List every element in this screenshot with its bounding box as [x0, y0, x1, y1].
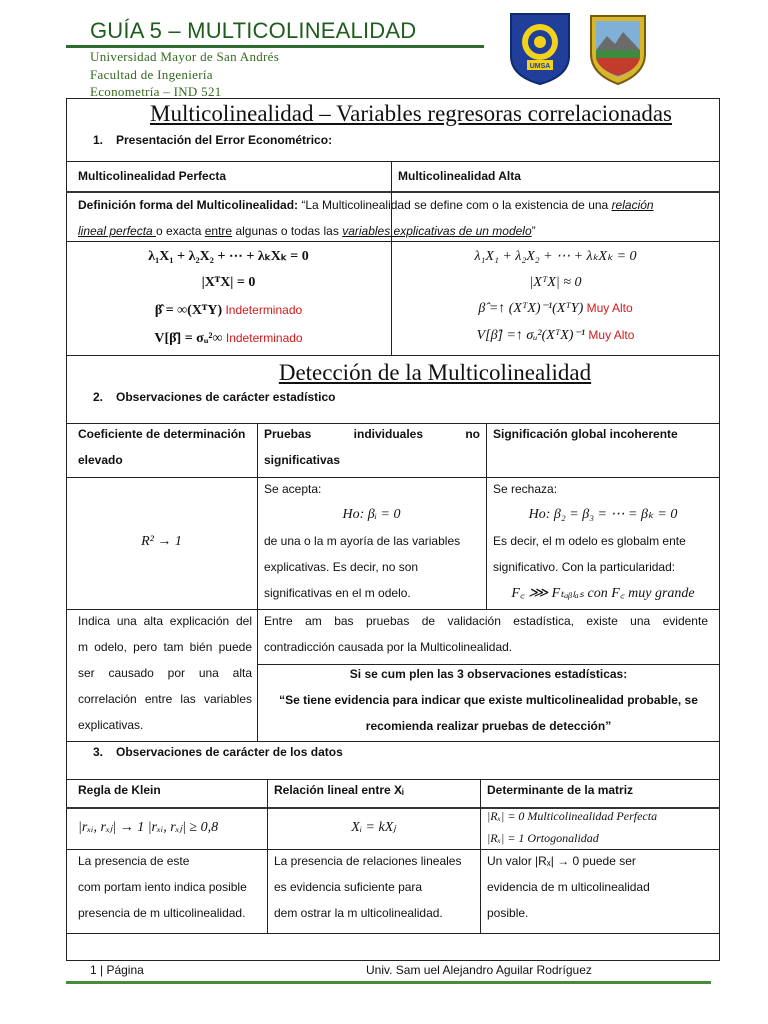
right-equation-2: |XᵀX| ≈ 0	[529, 275, 582, 290]
header-global-significance: Significación global incoherente	[493, 427, 678, 441]
section-2-title: Detección de la Multicolinealidad	[278, 360, 592, 385]
left-equation-3: β̂ = ∞(XᵀY) Indeterminado	[154, 303, 303, 318]
header-high-multicollinearity: Multicolinealidad Alta	[398, 169, 521, 183]
reject-text-2: significativo. Con la particularidad:	[493, 560, 676, 574]
document-title: GUÍA 5 – MULTICOLINEALIDAD	[90, 18, 417, 43]
reject-text-1: Es decir, el m odelo es globalm ente	[493, 534, 686, 548]
footer-rule	[66, 981, 711, 984]
conclusion-line-1: Si se cum plen las 3 observaciones estadísticas:	[349, 667, 628, 681]
linear-relation-description: La presencia de relaciones lineales es evidencia suficiente para dem ostrar la m ulticolinealidad.	[274, 854, 462, 920]
accept-text-2: explicativas. Es decir, no son	[264, 560, 419, 574]
determinant-orthogonal: |Rₓ| = 1 Ortogonalidad	[487, 831, 599, 845]
determinant-description: Un valor |Rₓ| → 0 puede ser evidencia de m ulticolinealidad posible.	[487, 854, 650, 920]
header-klein-rule: Regla de Klein	[78, 783, 161, 797]
conclusion-line-2: “Se tiene evidencia para indicar que existe multicolinealidad probable, se	[279, 693, 698, 707]
left-equation-4: V[β̂] = σᵤ²∞ Indeterminado	[154, 331, 303, 346]
section-1-number: 1.	[93, 133, 104, 147]
determinant-perfect: |Rₓ| = 0 Multicolinealidad Perfecta	[487, 809, 658, 823]
accept-text-1: de una o la m ayoría de las variables	[264, 534, 461, 548]
author-name: Univ. Sam uel Alejandro Aguilar Rodríguez	[366, 963, 592, 977]
r2-formula: R² → 1	[141, 534, 182, 549]
section-3-number: 3.	[93, 745, 104, 759]
left-equation-2: |XᵀX| = 0	[201, 275, 256, 290]
svg-text:UMSA: UMSA	[529, 63, 551, 70]
header-linear-relation: Relación lineal entre Xᵢ	[274, 783, 404, 797]
header-matrix-determinant: Determinante de la matriz	[487, 783, 634, 797]
header-r2-elevated: Coeficiente de determinación elevado	[78, 427, 246, 467]
accept-hypothesis: Ho: βᵢ = 0	[342, 507, 401, 522]
right-equation-4: V[β̂] =↑ σᵤ²(XᵀX)⁻¹ Muy Alto	[476, 328, 635, 343]
section-1-subtitle: Presentación del Error Econométrico:	[116, 133, 333, 147]
section-2-number: 2.	[93, 390, 104, 404]
accept-label: Se acepta:	[264, 482, 322, 496]
right-equation-3: β̂ =↑ (XᵀX)⁻¹(XᵀY) Muy Alto	[478, 301, 633, 316]
umsa-seal-logo	[585, 10, 651, 86]
section-2-subtitle: Observaciones de carácter estadístico	[116, 390, 336, 404]
university-name: Universidad Mayor de San Andrés	[90, 49, 280, 64]
header-individual-tests: Pruebas individuales no significativas	[264, 427, 480, 467]
reject-label: Se rechaza:	[493, 482, 558, 496]
conclusion-line-3: recomienda realizar pruebas de detección”	[365, 719, 612, 733]
section-3-subtitle: Observaciones de carácter de los datos	[116, 745, 343, 759]
ingenieria-industrial-logo	[507, 10, 573, 86]
klein-formula: |rₓᵢ, rₓⱼ| → 1 |rₓᵢ, rₓⱼ| ≥ 0,8	[78, 820, 219, 835]
header-rule	[66, 45, 484, 48]
left-equation-1: λ₁X₁ + λ₂X₂ + ⋯ + λₖXₖ = 0	[148, 249, 309, 264]
f-statistic-relation: F꜀ ⋙ Fₜₐᵦₗₐₛ con F꜀ muy grande	[511, 586, 695, 601]
contradiction-note: Entre am bas pruebas de validación estadística, existe una evidente contradicción causada por la Multicolinealidad.	[264, 614, 708, 654]
r2-note: Indica una alta explicación del m odelo, pero tam bién puede ser causado por una alta correlación entre las variables explicativas.	[78, 614, 252, 732]
accept-text-3: significativas en el m odelo.	[264, 586, 411, 600]
faculty-name: Facultad de Ingeniería	[90, 67, 213, 82]
definition-paragraph: Definición forma del Multicolinealidad: “La Multicolinealidad se define com o la existencia de una relación lineal perfecta o exacta entre algunas o todas las variables explicativas de un modelo”	[78, 198, 654, 238]
header-perfect-multicollinearity: Multicolinealidad Perfecta	[78, 169, 227, 183]
page-number: 1 | Página	[90, 963, 144, 977]
right-equation-1: λ₁X₁ + λ₂X₂ + ⋯ + λₖXₖ = 0	[474, 249, 637, 264]
course-name: Econometría – IND 521	[90, 84, 222, 99]
section-1-title: Multicolinealidad – Variables regresoras correlacionadas	[150, 101, 672, 126]
klein-description: La presencia de este com portam iento indica posible presencia de m ulticolinealidad.	[78, 854, 247, 920]
reject-hypothesis: Ho: β₂ = β₃ = ⋯ = βₖ = 0	[528, 507, 678, 522]
linear-relation-formula: Xᵢ = kXⱼ	[351, 820, 396, 835]
